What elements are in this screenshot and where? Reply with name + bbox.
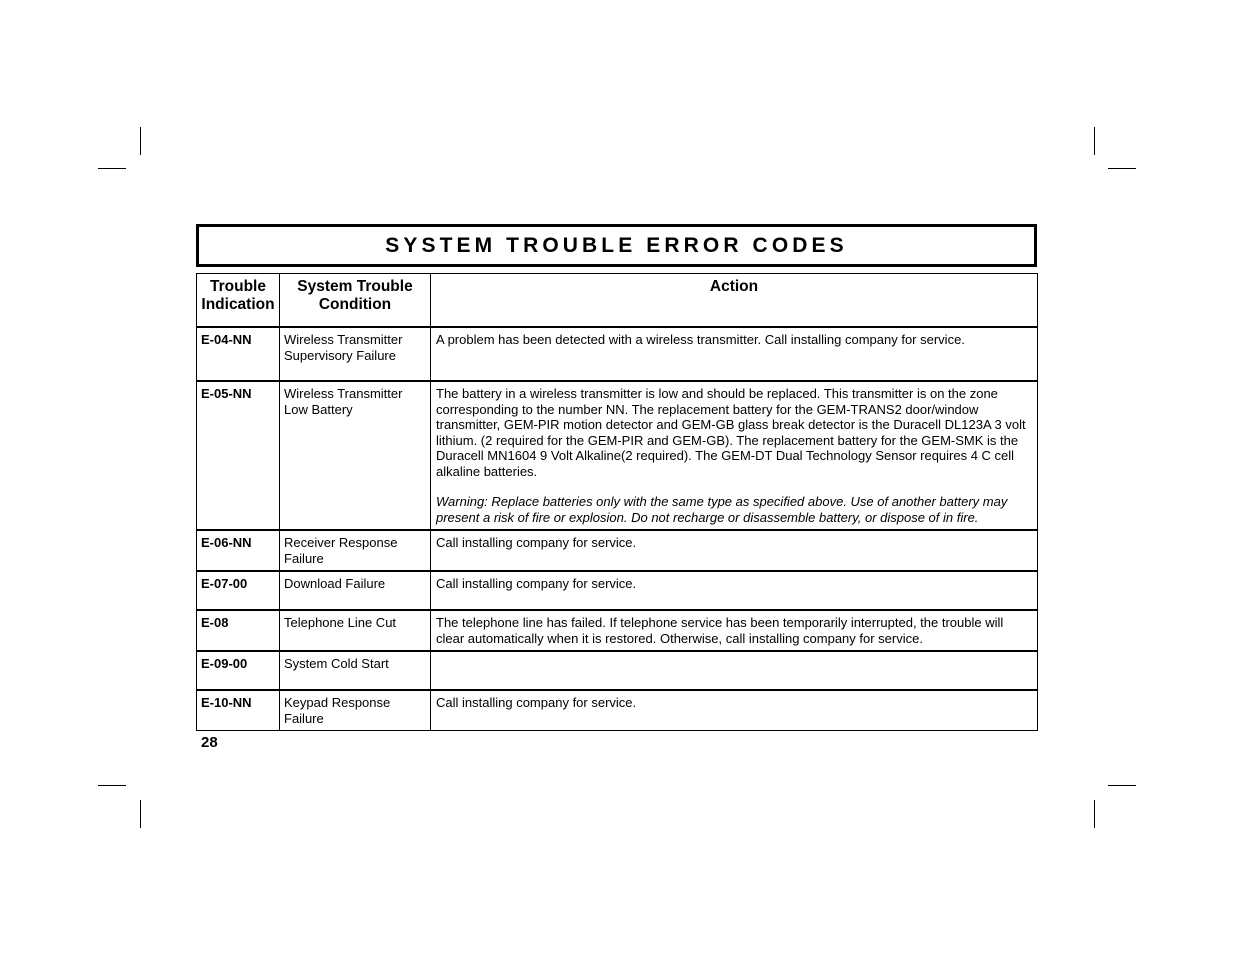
action-text [431,651,1038,690]
battery-warning-text: Warning: Replace batteries only with the same type as specified above. Use of another battery may present a risk of fire or explosion. Do not recharge or disassemble battery, or dispose of in fire. [436,494,1008,525]
title-box [196,224,1037,267]
crop-mark-top-right-horizontal [1108,168,1136,169]
trouble-condition: Download Failure [280,571,431,610]
header-action: Action [431,274,1038,328]
action-text: Call installing company for service. [431,530,1038,571]
header-system-trouble-condition: System Trouble Condition [280,274,431,328]
crop-mark-bottom-left-vertical [140,800,141,828]
table-row [197,327,1038,381]
page-number: 28 [201,734,218,751]
error-code: E-04-NN [197,327,280,381]
page-title: SYSTEM TROUBLE ERROR CODES [385,233,848,257]
trouble-condition: Wireless Transmitter Supervisory Failure [280,327,431,381]
error-code: E-05-NN [197,381,280,530]
action-text: Call installing company for service. [431,690,1038,731]
table-row [197,571,1038,610]
crop-mark-top-right-vertical [1094,127,1095,155]
action-text: The telephone line has failed. If telephone service has been temporarily interrupted, the trouble will clear automatically when it is restored. Otherwise, call installing company for service. [431,610,1038,651]
error-codes-table [196,273,1038,731]
crop-mark-bottom-left-horizontal [98,785,126,786]
trouble-condition: Telephone Line Cut [280,610,431,651]
crop-mark-top-left-vertical [140,127,141,155]
table-row [197,651,1038,690]
table-row [197,530,1038,571]
trouble-condition: Receiver Response Failure [280,530,431,571]
trouble-condition: Keypad Response Failure [280,690,431,731]
error-code: E-06-NN [197,530,280,571]
table-header-row [197,274,1038,328]
error-code: E-08 [197,610,280,651]
action-text: The battery in a wireless transmitter is low and should be replaced. This transmitter is on the zone corresponding to the number NN. The replacement battery for the GEM-TRANS2 door/window transmitter, GEM-PIR motion detector and GEM-GB glass break detector is the Duracell DL123A 3 volt lithium. (2 required for the GEM-PIR and GEM-GB). The replacement battery for the GEM-SMK is the Duracell MN1604 9 Volt Alkaline(2 required). The GEM-DT Dual Technology Sensor requires 4 C cell alkaline batteries. [436,386,1026,479]
table-row [197,381,1038,530]
crop-mark-bottom-right-vertical [1094,800,1095,828]
error-code: E-09-00 [197,651,280,690]
error-code: E-10-NN [197,690,280,731]
crop-mark-top-left-horizontal [98,168,126,169]
crop-mark-bottom-right-horizontal [1108,785,1136,786]
action-text: Call installing company for service. [431,571,1038,610]
error-code: E-07-00 [197,571,280,610]
action-cell [431,381,1038,530]
trouble-condition: System Cold Start [280,651,431,690]
trouble-condition: Wireless Transmitter Low Battery [280,381,431,530]
action-text: A problem has been detected with a wireless transmitter. Call installing company for service. [431,327,1038,381]
table-row [197,690,1038,731]
header-trouble-indication: Trouble Indication [197,274,280,328]
table-row [197,610,1038,651]
